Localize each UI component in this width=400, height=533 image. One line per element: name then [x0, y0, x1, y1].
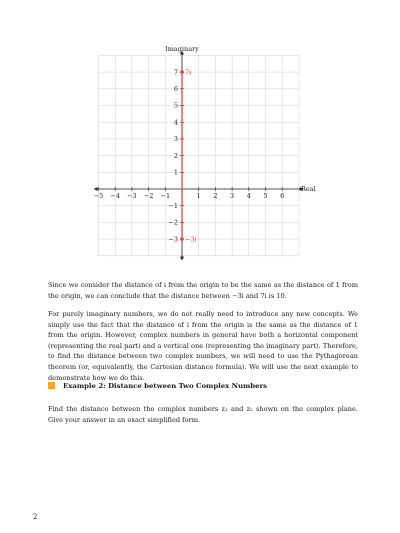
y-tick-label: 6 — [173, 85, 178, 93]
x-tick-label: −3 — [127, 192, 137, 200]
grid-lines — [99, 55, 299, 255]
x-tick-label: −2 — [143, 192, 154, 200]
x-axis-label: Real — [301, 185, 316, 193]
paragraph-example-prompt: Find the distance between the complex numbers z₁ and z₂ shown on the complex plane. Give your answer in an exact simplified form. — [48, 405, 358, 424]
x-tick-label: 2 — [213, 192, 218, 200]
x-tick-label: −5 — [93, 192, 104, 200]
y-tick-label: −1 — [168, 201, 178, 210]
point-label: 7i — [185, 68, 192, 77]
x-tick-label: 5 — [263, 192, 268, 200]
y-tick-label: 4 — [173, 118, 178, 127]
point-marker — [180, 237, 184, 241]
y-tick-label: −3 — [168, 235, 178, 244]
example-title: Example 2: Distance between Two Complex Numbers — [63, 382, 267, 390]
paragraph-distance-conclusion: Since we consider the distance of i from the origin to be the same as the distance of 1 from the origin, we can conclude that the distance between −3i and 7i is 10. — [48, 281, 358, 300]
y-tick-label: 5 — [173, 101, 178, 110]
y-tick-label: 7 — [173, 68, 178, 77]
point-label: −3i — [185, 235, 197, 244]
example-heading — [48, 381, 358, 391]
y-tick-label: 3 — [173, 135, 178, 144]
x-tick-label: 1 — [196, 192, 201, 200]
x-tick-label: −4 — [110, 192, 120, 200]
y-tick-label: −2 — [168, 218, 178, 227]
example-marker-icon — [48, 382, 55, 389]
y-tick-label: 1 — [173, 168, 178, 177]
point-marker — [180, 70, 184, 74]
y-tick-label: 2 — [173, 151, 178, 160]
paragraph-pythagorean-intro: For purely imaginary numbers, we do not really need to introduce any new concepts. We simply use the fact that the distance of i from the origin is the same as the distance of 1 from the origin. However, complex numbers in general have both a horizontal component (representing the real part) and a vertical one (representing the imaginary part). Therefore, to find the distance between two complex numbers, we will need to use the Pythagorean theorem (or, equivalently, the Cartesian distance formula). We will use the next example to demonstrate how we do this. — [48, 310, 358, 382]
x-tick-label: 6 — [280, 192, 285, 200]
x-tick-label: −1 — [160, 192, 171, 200]
complex-plane-figure — [0, 0, 400, 260]
y-axis-label: Imaginary — [165, 45, 199, 53]
x-tick-label: 4 — [246, 192, 251, 200]
page-number: 2 — [33, 513, 38, 521]
x-tick-label: 3 — [230, 192, 235, 200]
